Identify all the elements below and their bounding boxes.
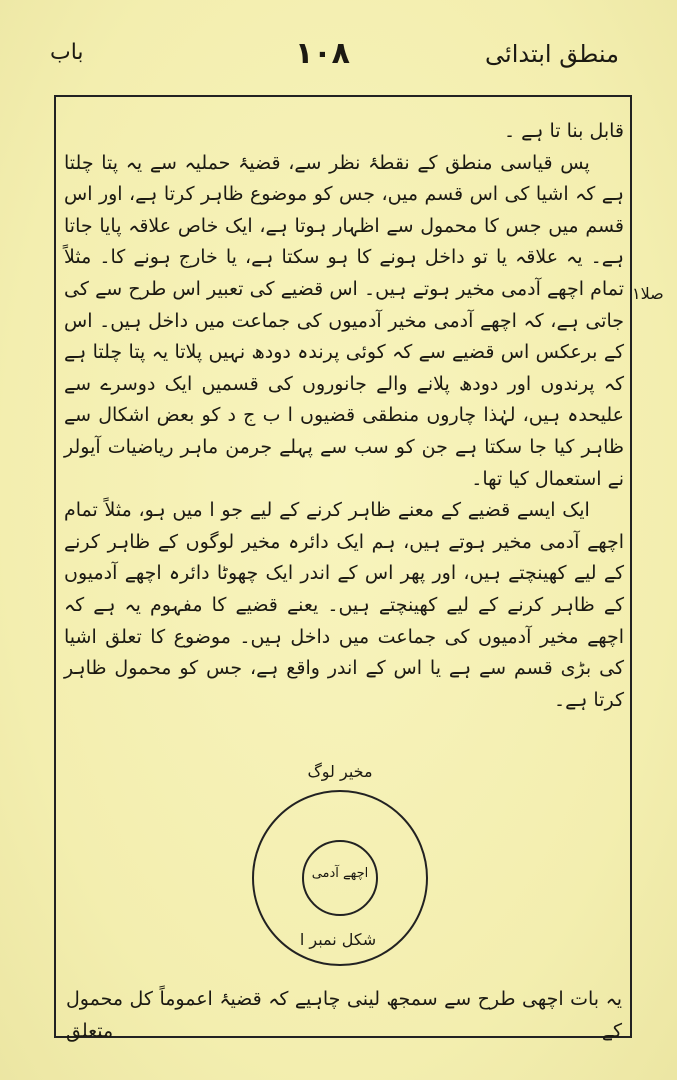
body-text — [64, 116, 624, 716]
paragraph-circle-explanation: ایک ایسے قضیے کے معنے ظاہر کرنے کے لیے جو ا میں ہو، مثلاً تمام اچھے آدمی مخیر ہوتے ہیں، ہم ایک دائرہ مخیر لوگوں کے ظاہر کرنے کے لیے کھینچتے ہیں، اور پھر اس کے اندر ایک چھوٹا دائرہ اچھے آدمیوں کے ظاہر کرنے کے لیے کھینچتے ہیں۔ یعنے قضیے کا مفہوم یہ ہے کہ اچھے مخیر آدمیوں کی جماعت میں داخل ہیں۔ موضوع کا تعلق اشیا کی بڑی قسم سے ہے یا اس کے اندر واقع ہے، جس کو محمول ظاہر کرتا ہے۔ — [64, 499, 624, 711]
running-header — [0, 34, 677, 94]
page-number: ١٠٨ — [295, 36, 350, 71]
bottom-text-line: یہ بات اچھی طرح سے سمجھ لینی چاہیے کہ قضیۂ اعموماً کل محمول کے متعلق — [66, 988, 622, 1042]
margin-note: صلا۱ — [632, 284, 664, 303]
paragraph-predicate-relation: پس قیاسی منطق کے نقطۂ نظر سے، قضیۂ حملیہ سے یہ پتا چلتا ہے کہ اشیا کی اس قسم میں، جس کو موضوع ظاہر کرتا ہے، اور اس قسم میں جس کا محمول سے اظہار ہوتا ہے، ایک خاص علاقہ پایا جاتا ہے۔ یہ علاقہ یا تو داخل ہونے کا ہو سکتا ہے، یا خارج ہونے کا۔ مثلاً تمام اچھے آدمی مخیر ہوتے ہیں۔ اس قضیے کی تعبیر اس طرح سے کی جاتی ہے، کہ اچھے آدمی مخیر آدمیوں کی جماعت میں داخل ہیں۔ اس کے برعکس اس قضیے سے کہ کوئی پرندہ دودھ نہیں پلاتا یہ پتا چلتا ہے کہ پرندوں اور دودھ پلانے والے جانوروں کی قسمیں ایک دوسرے سے علیحدہ ہیں، لہٰذا چاروں منطقی قضیوں ا ب ج د کو بعض اشکال سے ظاہر کیا جا سکتا ہے جن کو سب سے پہلے جرمن ماہر ریاضیات آیولر نے استعمال کیا تھا۔ — [64, 151, 624, 490]
inner-circle-label: اچھے آدمی — [311, 866, 369, 881]
outer-circle-label: مخیر لوگ — [307, 762, 373, 781]
header-book-title: منطق ابتدائی — [485, 40, 619, 68]
figure-caption: شکل نمبر ا — [299, 930, 377, 949]
header-chapter-label: باب — [50, 40, 84, 65]
paragraph-opening: قابل بنا تا ہے ۔ — [504, 120, 624, 142]
